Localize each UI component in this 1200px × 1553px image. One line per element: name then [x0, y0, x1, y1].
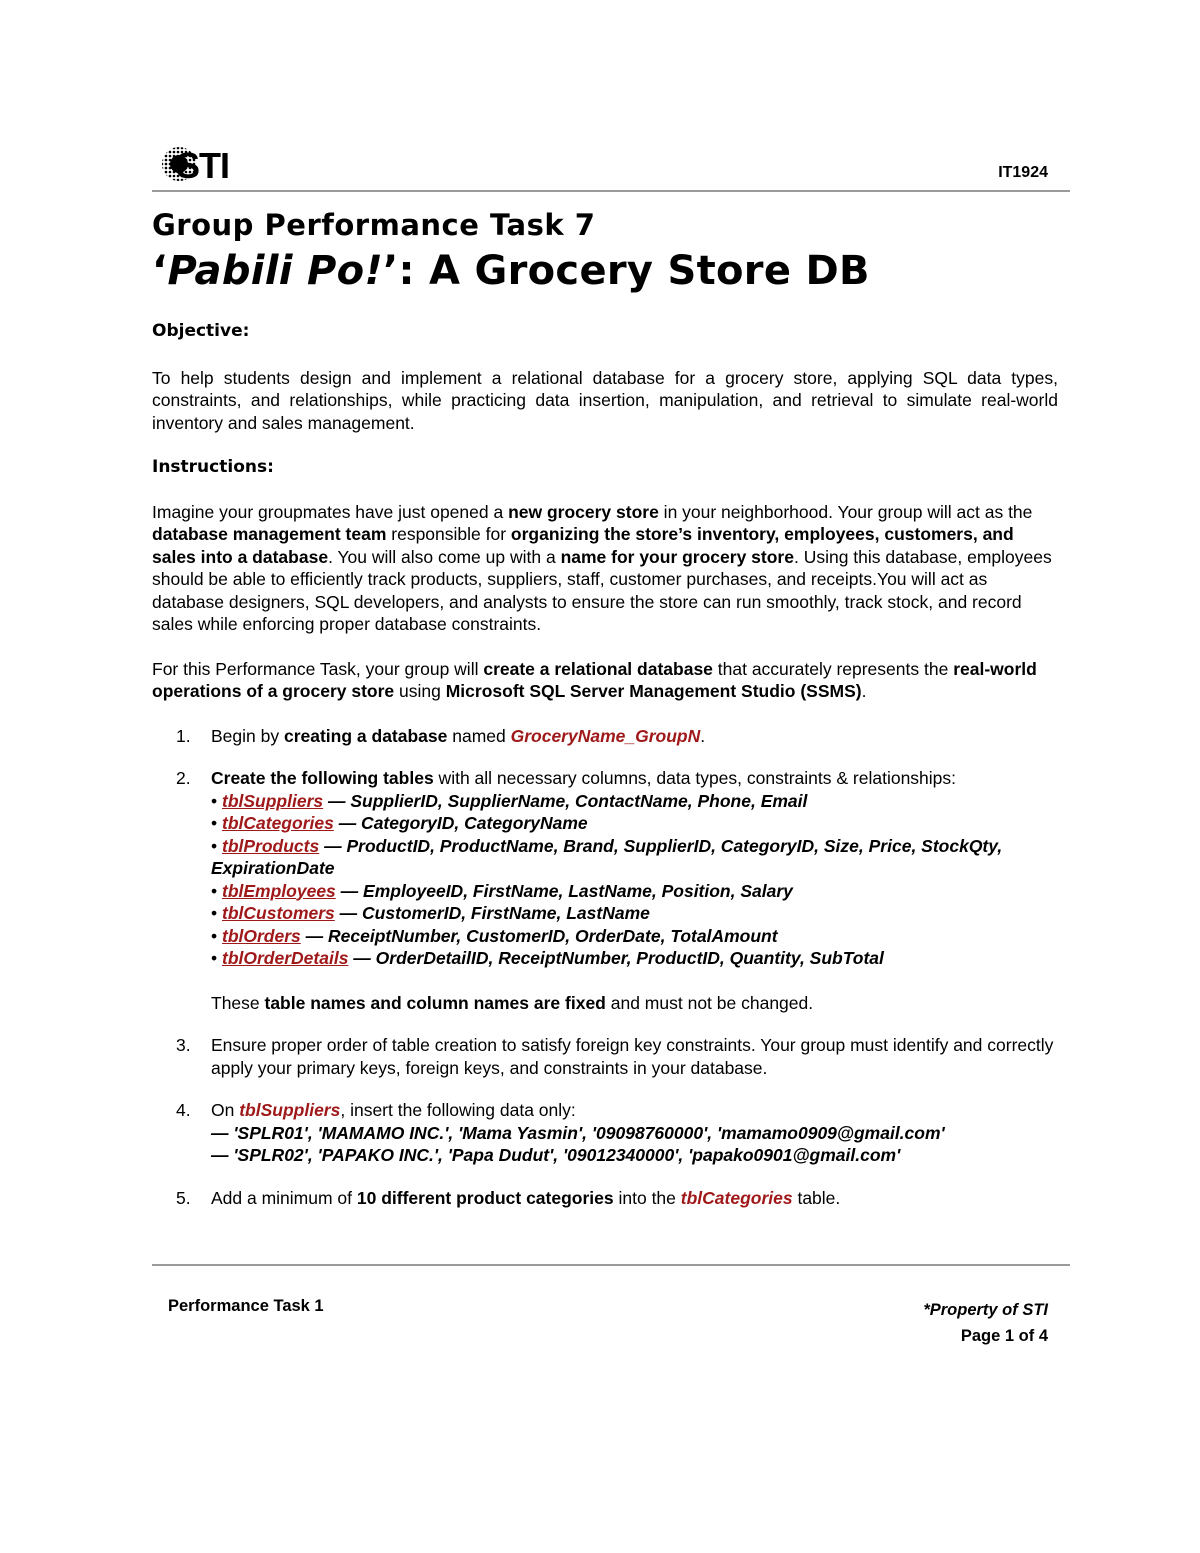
instructions-paragraph-2: For this Performance Task, your group will create a relational database that accurately represents the real-world operations of a grocery store using Microsoft SQL Server Management Studio (SSMS). [152, 658, 1037, 701]
logo-text: STI [176, 145, 230, 186]
table-item: • tblProducts — ProductID, ProductName, Brand, SupplierID, CategoryID, Size, Price, StockQty, ExpirationDate [211, 835, 1003, 878]
table-list [211, 790, 1058, 970]
document-body [152, 320, 1058, 1229]
step-5: 5. Add a minimum of 10 different product categories into the tblCategories table. [176, 1187, 841, 1208]
steps-list [152, 725, 1058, 1210]
table-item: • tblCategories — CategoryID, CategoryName [211, 813, 588, 833]
step-2: 2. Create the following tables with all necessary columns, data types, constraints & relationships: • tblSuppliers — SupplierID, SupplierName, ContactName, Phone, Email • tblCategories — CategoryID, CategoryName • tblProducts — ProductID, ProductName, Brand, SupplierID, CategoryID, Size, Price, StockQty, ExpirationDate • tblEmployees — EmployeeID, FirstName, LastName, Position, Salary • tblCustomers — CustomerID, FirstName, LastName • tblOrders — ReceiptNumber, CustomerID, OrderDate, TotalAmount • tblOrderDetails — OrderDetailID, ReceiptNumber, ProductID, Quantity, SubTotal These table names and column names are fixed and must not be changed. [152, 767, 1058, 1014]
quote-close: ’ [382, 248, 399, 294]
header-rule [152, 190, 1070, 192]
quote-open: ‘ [152, 248, 168, 294]
table-item: • tblOrders — ReceiptNumber, CustomerID, OrderDate, TotalAmount [211, 925, 778, 946]
table-item: • tblOrderDetails — OrderDetailID, ReceiptNumber, ProductID, Quantity, SubTotal [211, 948, 884, 968]
property-notice: *Property of STI [923, 1301, 1048, 1319]
instructions-heading: Instructions: [152, 457, 274, 477]
footer-right [923, 1297, 1048, 1349]
course-code: IT1924 [998, 164, 1048, 181]
footer-label: Performance Task 1 [168, 1297, 324, 1315]
page-number: Page 1 of 4 [960, 1327, 1048, 1345]
store-name: Pabili Po! [167, 248, 383, 294]
table-note: These table names and column names are fixed and must not be changed. [211, 992, 814, 1013]
table-item: • tblSuppliers — SupplierID, SupplierName, ContactName, Phone, Email [211, 790, 808, 811]
subtitle-rest: : A Grocery Store DB [398, 248, 870, 294]
step-3: 3. Ensure proper order of table creation to satisfy foreign key constraints. Your group must identify and correctly apply your primary keys, foreign keys, and constraints in your database. [176, 1035, 1054, 1078]
task-subtitle [152, 248, 870, 294]
supplier-row: — 'SPLR02', 'PAPAKO INC.', 'Papa Dudut', '09012340000', 'papako0901@gmail.com' [211, 1145, 901, 1165]
task-title: Group Performance Task 7 [152, 208, 596, 242]
step-1: 1. Begin by creating a database named GroceryName_GroupN. [176, 725, 706, 746]
sti-logo [160, 142, 250, 186]
objective-heading: Objective: [152, 321, 250, 341]
step-4: 4. On tblSuppliers, insert the following data only: — 'SPLR01', 'MAMAMO INC.', 'Mama Yasmin', '09098760000', 'mamamo0909@gmail.com' — 'SPLR02', 'PAPAKO INC.', 'Papa Dudut', '09012340000', 'papako0901@gmail.com' [152, 1099, 1058, 1167]
instructions-paragraph-1: Imagine your groupmates have just opened a new grocery store in your neighborhood. Your group will act as the database management team responsible for organizing the store’s inventory, employees, customers, and sales into a database. You will also come up with a name for your grocery store. Using this database, employees should be able to efficiently track products, suppliers, staff, customer purchases, and receipts.You will act as database designers, SQL developers, and analysts to ensure the store can run smoothly, track stock, and record sales while enforcing proper database constraints. [152, 501, 1052, 634]
footer-rule [152, 1264, 1070, 1266]
database-name: GroceryName_GroupN [510, 725, 701, 746]
supplier-row: — 'SPLR01', 'MAMAMO INC.', 'Mama Yasmin', '09098760000', 'mamamo0909@gmail.com' [211, 1122, 945, 1143]
table-item: • tblEmployees — EmployeeID, FirstName, LastName, Position, Salary [211, 880, 793, 901]
table-item: • tblCustomers — CustomerID, FirstName, LastName [211, 903, 650, 923]
objective-text: To help students design and implement a relational database for a grocery store, applying SQL data types, constraints, and relationships, while practicing data insertion, manipulation, and retrieval to simulate real-world inventory and sales management. [152, 367, 1058, 433]
